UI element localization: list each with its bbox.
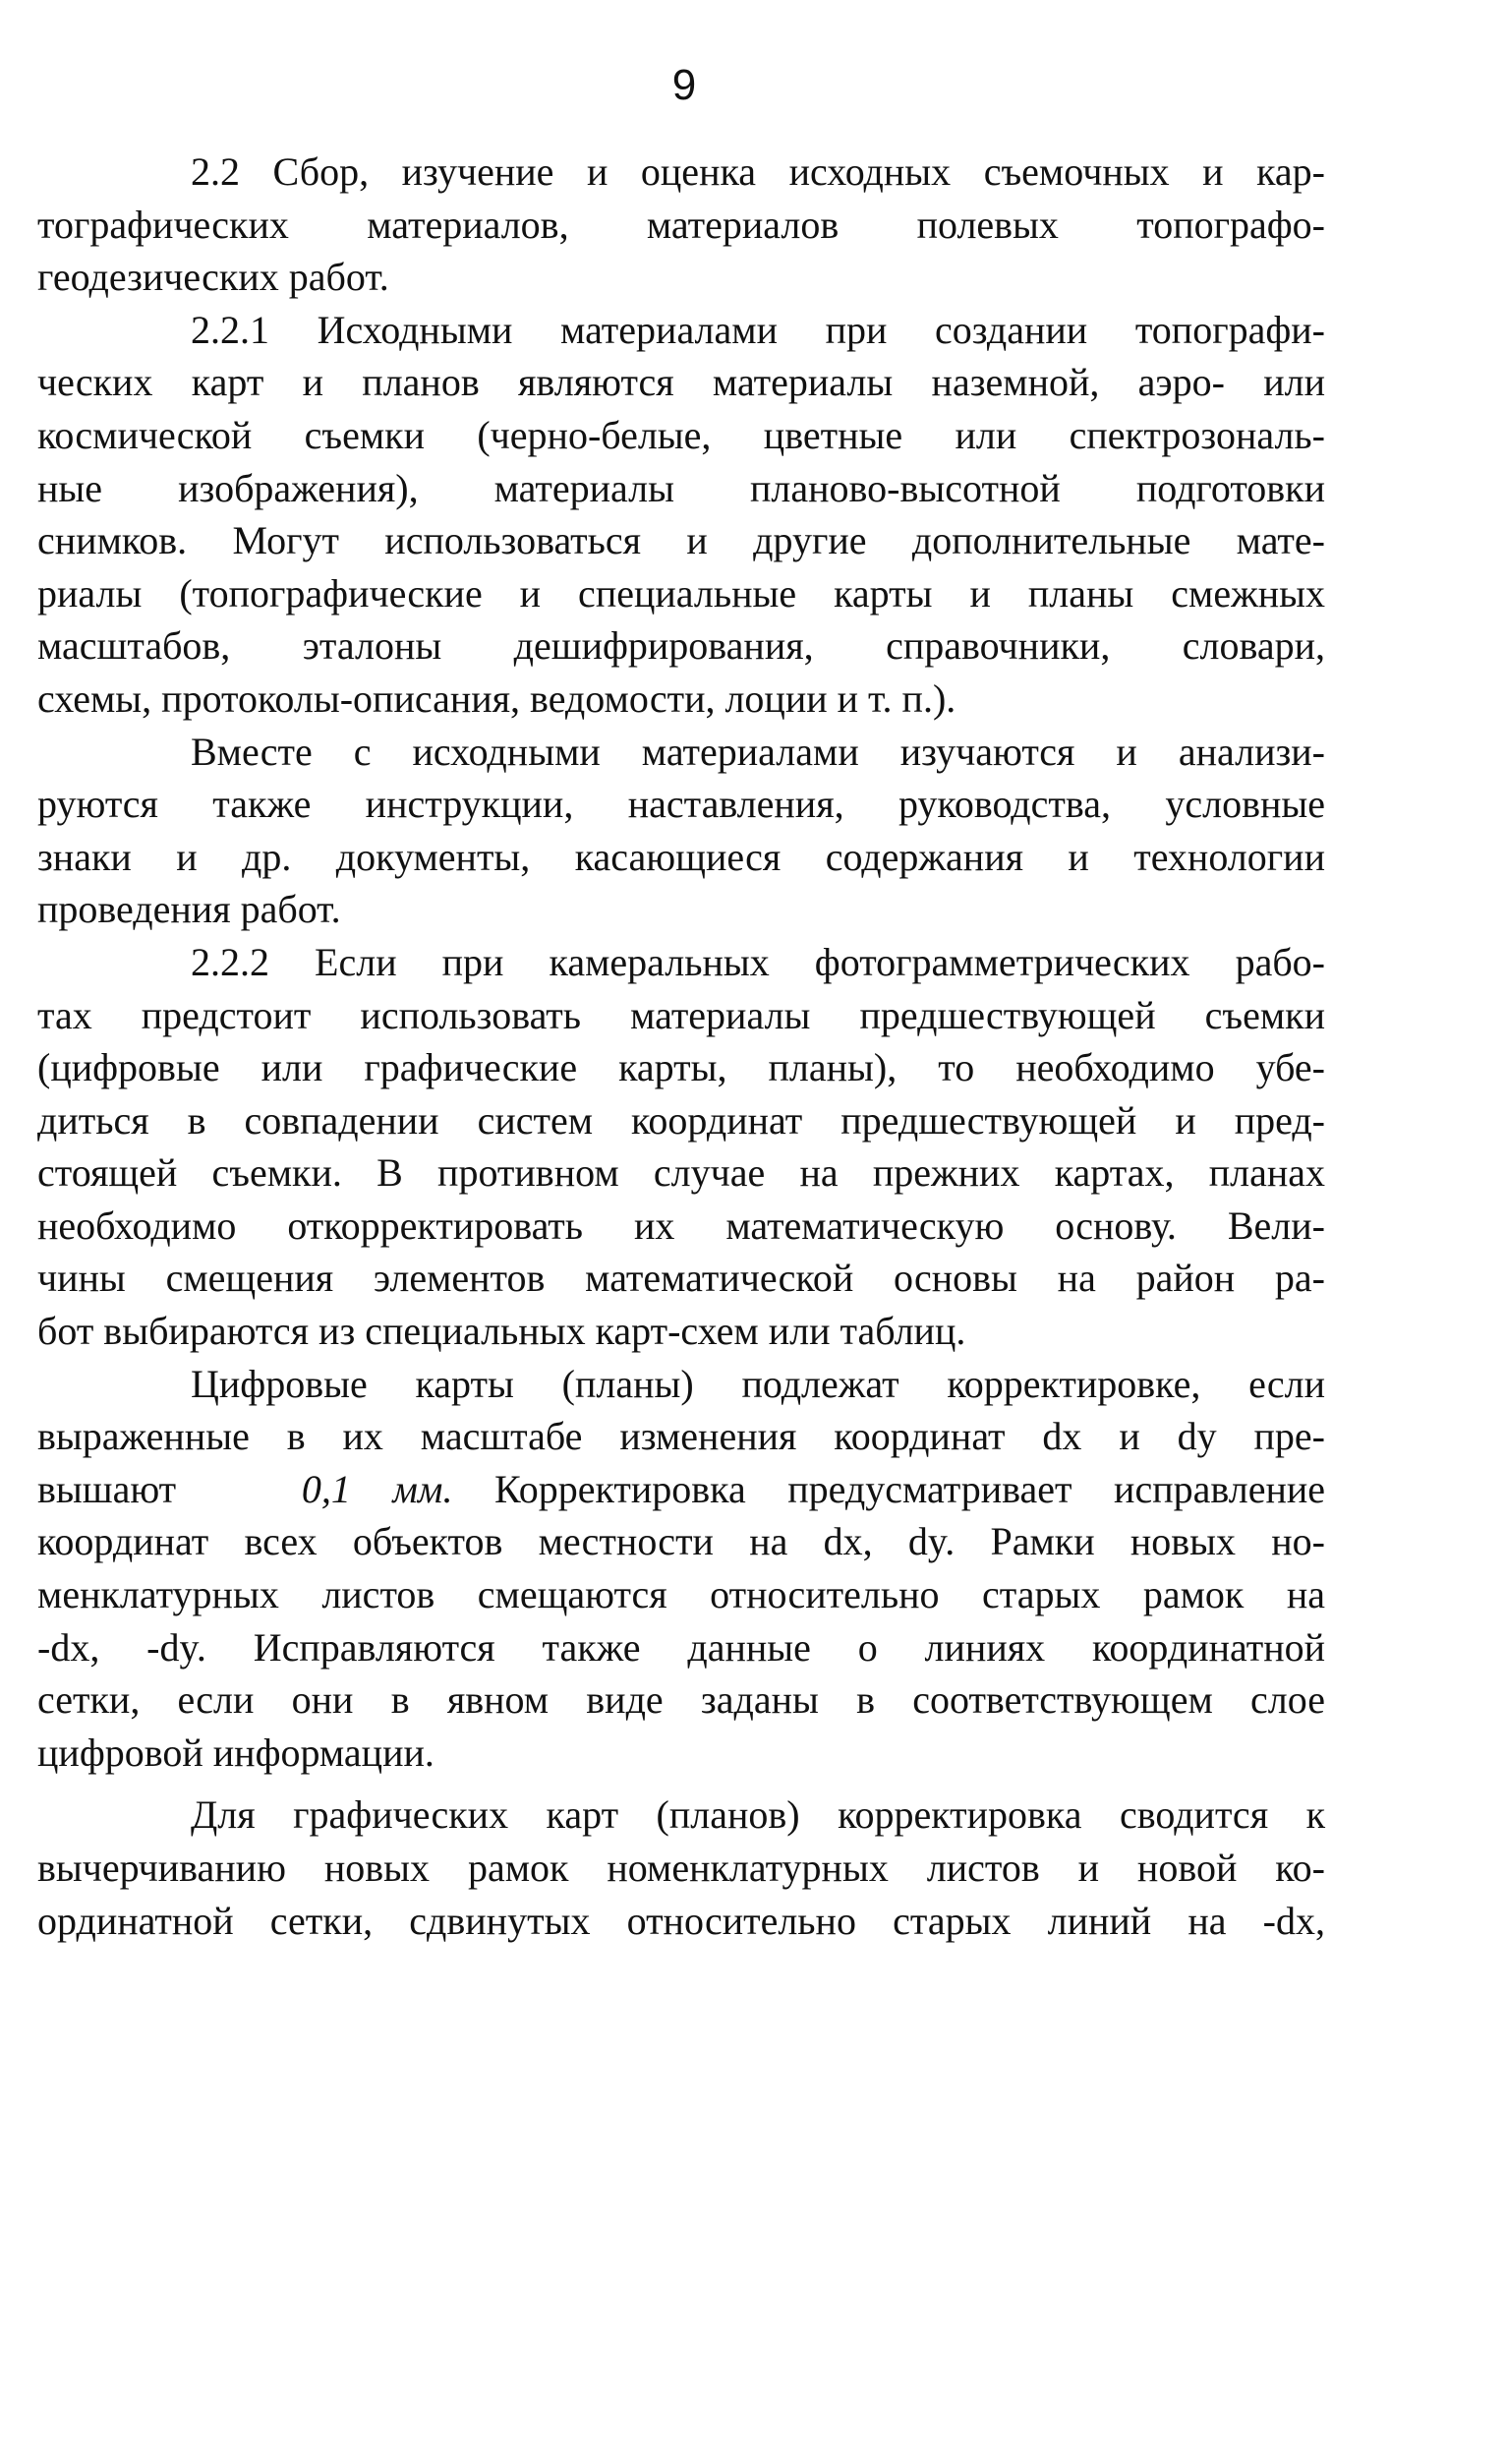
paragraph-line: 2.2.1 Исходными материалами при создании топографи- <box>191 307 1325 352</box>
paragraph-line: риалы (топографические и специальные карты и планы смежных <box>37 570 1325 616</box>
paragraph-line: ные изображения), материалы планово-высотной подготовки <box>37 465 1325 510</box>
italic-value: 0,1 мм. <box>301 1466 453 1511</box>
paragraph-line: ординатной сетки, сдвинутых относительно старых линий на -dx, <box>37 1898 1325 1943</box>
paragraph-line: необходимо откорректировать их математическую основу. Вели- <box>37 1203 1325 1248</box>
paragraph-line: координат всех объектов местности на dx, dy. Рамки новых но- <box>37 1519 1325 1564</box>
paragraph-line: вычерчиванию новых рамок номенклатурных листов и новой ко- <box>37 1846 1325 1890</box>
line-segment: вышают <box>37 1466 177 1511</box>
paragraph-line: сетки, если они в явном виде заданы в соответствующем слое <box>37 1677 1325 1723</box>
paragraph-line: космической съемки (черно-белые, цветные или спектрозональ- <box>37 412 1325 457</box>
paragraph-line: схемы, протоколы-описания, ведомости, лоции и т. п.). <box>37 675 956 721</box>
paragraph-line: руются также инструкции, наставления, руководства, условные <box>37 782 1325 827</box>
body-text <box>37 146 1325 1947</box>
paragraph-line: масштабов, эталоны дешифрирования, справочники, словари, <box>37 623 1325 669</box>
paragraph-line: проведения работ. <box>37 887 341 932</box>
paragraph-line: стоящей съемки. В противном случае на прежних картах, планах <box>37 1150 1325 1196</box>
paragraph-line: (цифровые или графические карты, планы), то необходимо убе- <box>37 1045 1325 1090</box>
paragraph-line: выраженные в их масштабе изменения координат dx и dy пре- <box>37 1414 1325 1459</box>
paragraph-line: менклатурных листов смещаются относительно старых рамок на <box>37 1572 1325 1617</box>
paragraph-line: ческих карт и планов являются материалы наземной, аэро- или <box>37 360 1325 405</box>
paragraph-line: Цифровые карты (планы) подлежат корректировке, если <box>191 1361 1325 1406</box>
paragraph-line: Для графических карт (планов) корректировка сводится к <box>191 1792 1325 1838</box>
section-heading-line: тографических материалов, материалов полевых топографо- <box>37 202 1325 247</box>
paragraph-line: 2.2.2 Если при камеральных фотограмметрических рабо- <box>191 939 1325 984</box>
section-heading-line: 2.2 Сбор, изучение и оценка исходных съемочных и кар- <box>191 149 1325 194</box>
paragraph-line: тах предстоит использовать материалы предшествующей съемки <box>37 992 1325 1037</box>
line-segment: Корректировка предусматривает исправление <box>494 1466 1326 1511</box>
paragraph-line: -dx, -dy. Исправляются также данные о линиях координатной <box>37 1624 1325 1670</box>
paragraph-line: цифровой информации. <box>37 1730 434 1775</box>
paragraph-line: бот выбираются из специальных карт-схем или таблиц. <box>37 1309 966 1354</box>
paragraph-line <box>37 1463 1325 1516</box>
paragraph-line: диться в совпадении систем координат предшествующей и пред- <box>37 1097 1325 1143</box>
paragraph-line: снимков. Могут использоваться и другие дополнительные мате- <box>37 518 1325 563</box>
page-number: 9 <box>671 61 697 109</box>
paragraph-line: знаки и др. документы, касающиеся содержания и технологии <box>37 834 1325 879</box>
paragraph-line: чины смещения элементов математической основы на район ра- <box>37 1256 1325 1301</box>
paragraph-gap <box>37 1779 1325 1789</box>
paragraph-line: Вместе с исходными материалами изучаются и анализи- <box>191 729 1325 774</box>
section-heading-line: геодезических работ. <box>37 255 389 300</box>
